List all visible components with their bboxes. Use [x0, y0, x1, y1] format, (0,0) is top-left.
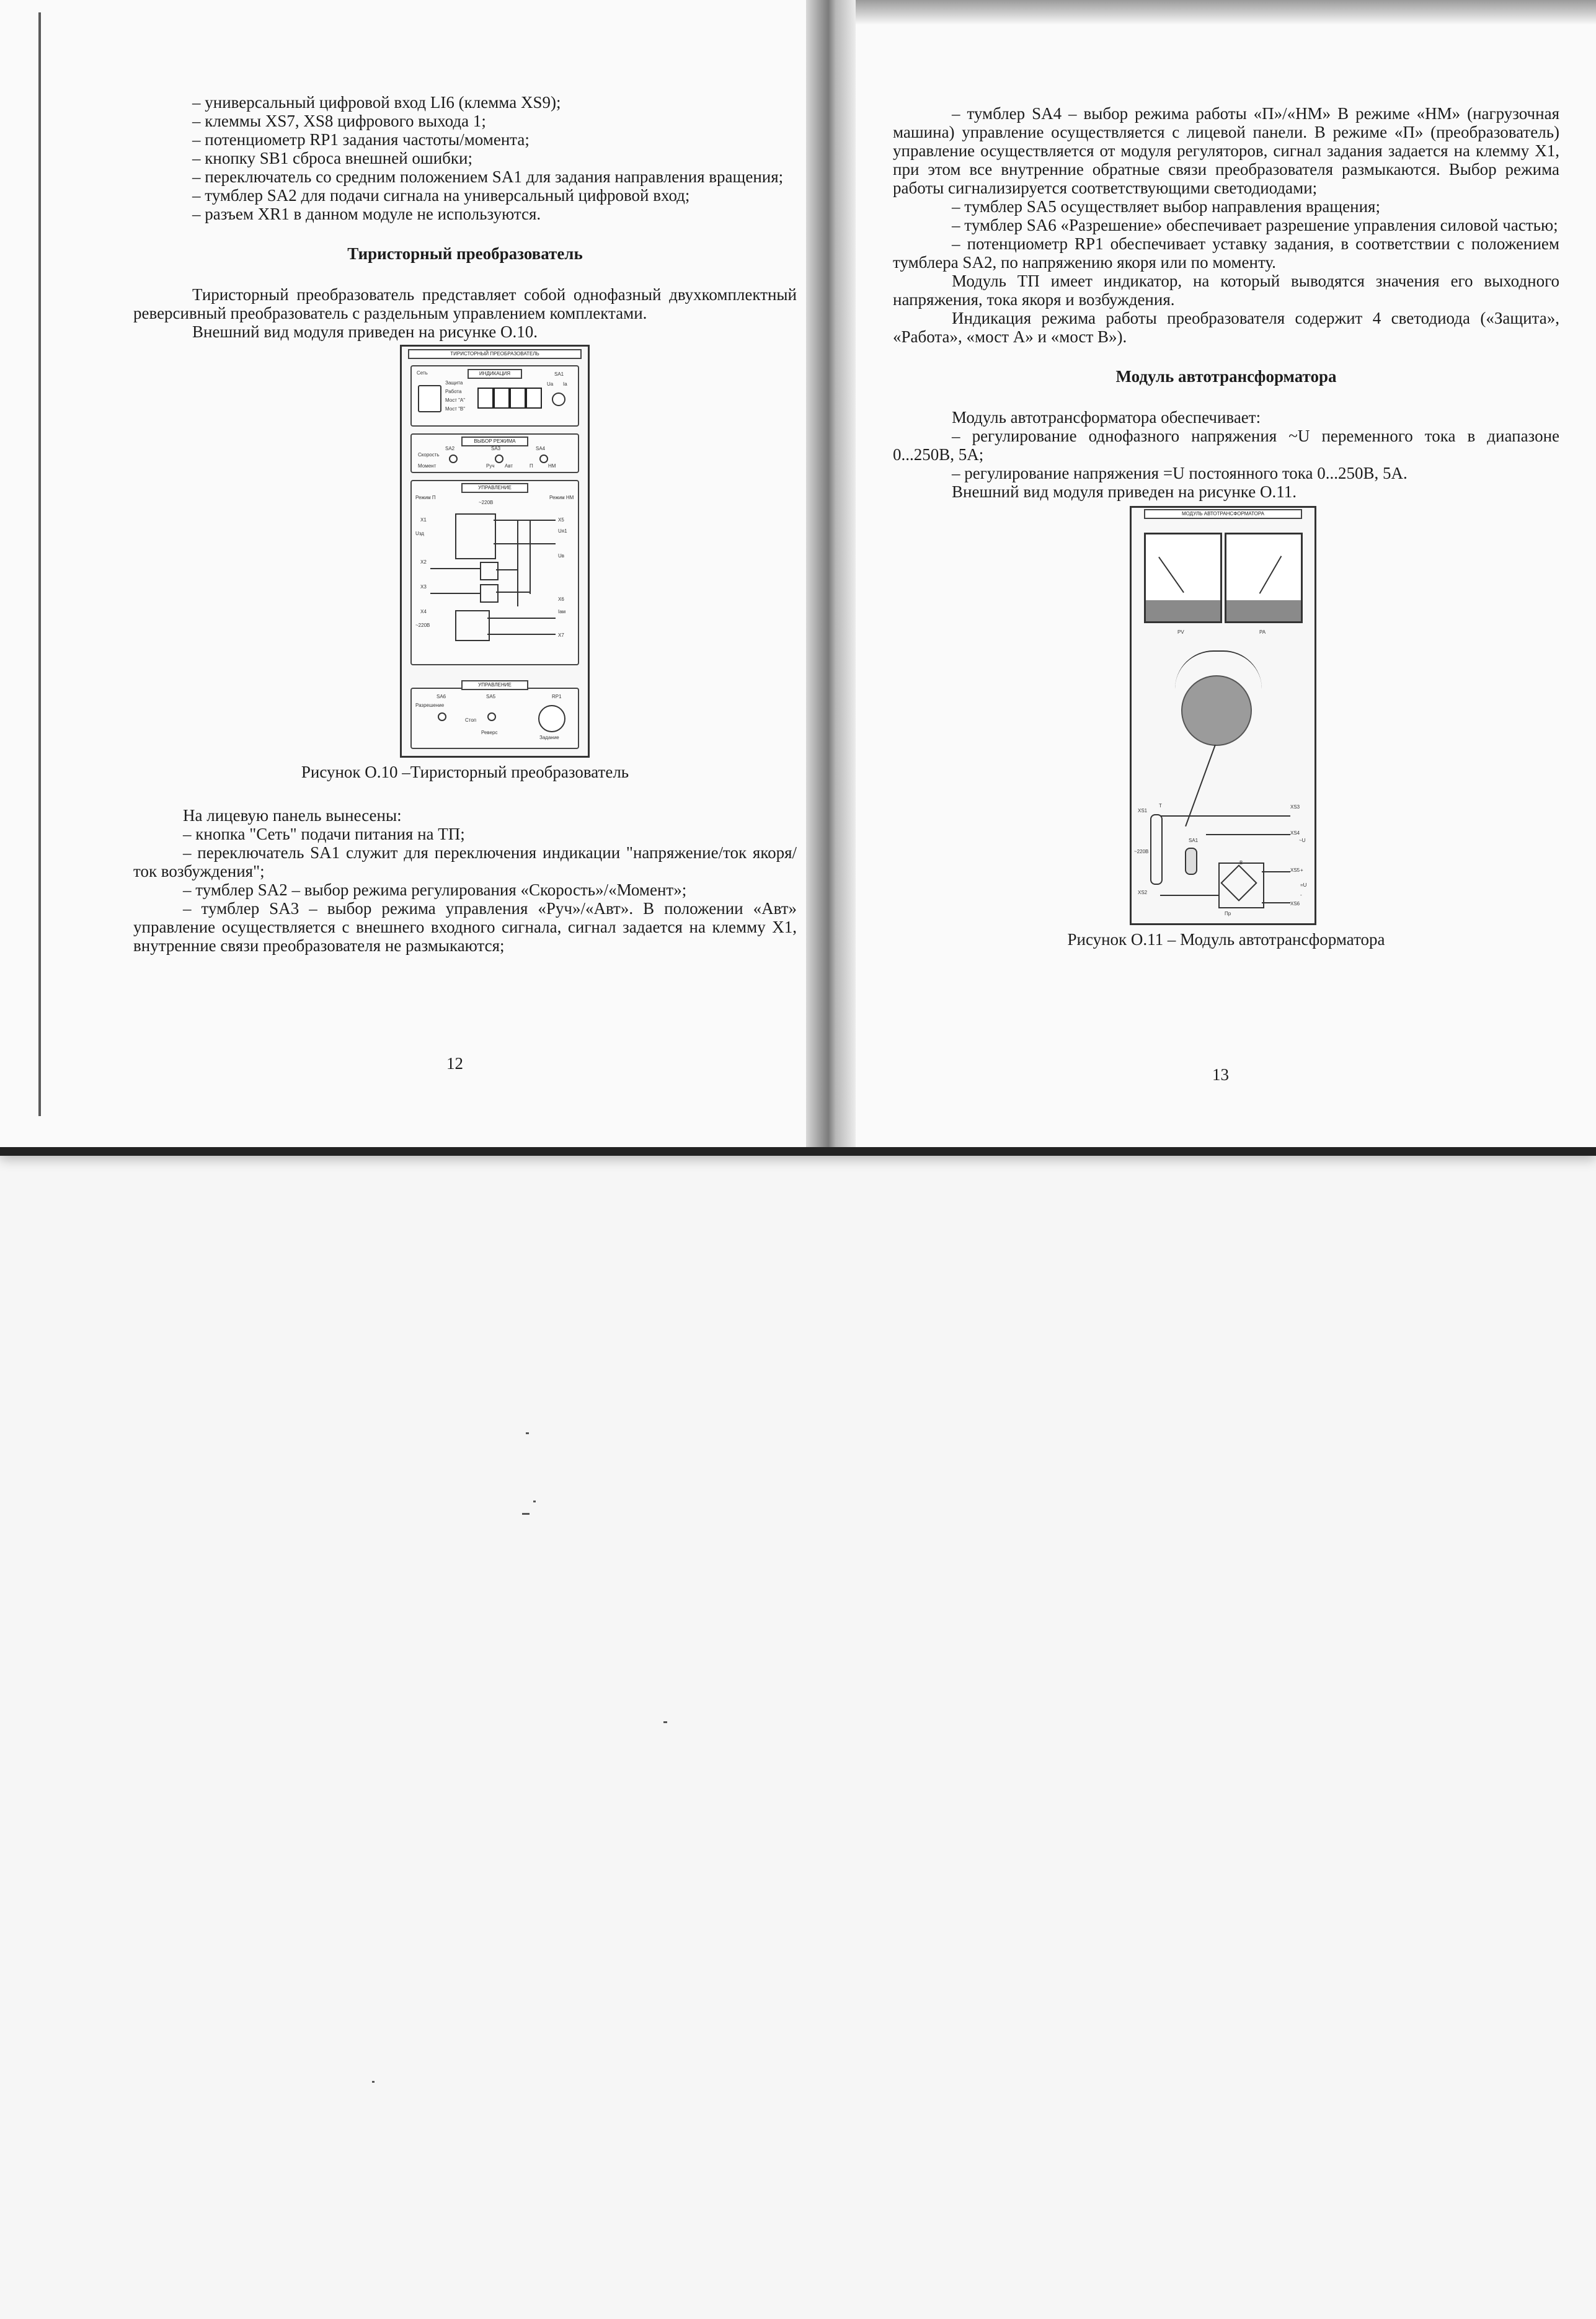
- lam-label: Iам: [558, 609, 566, 614]
- manual-label: Руч: [486, 463, 495, 469]
- sa1-label: SA1: [554, 371, 564, 377]
- paragraph: Тиристорный преобразователь представляет собой однофазный двухкомплектный реверсивный преобразователь с раздельным управлением комплектами.: [133, 285, 797, 322]
- led-label: Работа: [445, 389, 462, 394]
- auto-label: Авт: [505, 463, 513, 469]
- thyristor-bridge-icon: [455, 513, 496, 559]
- indication-label: ИНДИКАЦИЯ: [468, 369, 522, 379]
- supply-label: ~220В: [415, 623, 430, 628]
- sa3-label: SA3: [491, 446, 501, 451]
- regulator-icon: [480, 584, 499, 603]
- section-heading: Модуль автотрансформатора: [1115, 367, 1337, 386]
- speed-label: Скорость: [418, 452, 440, 458]
- paragraph: – потенциометр RP1 обеспечивает уставку задания, в соответствии с положением тумблера SA2, по напряжению якоря или по моменту.: [893, 234, 1559, 272]
- thermometer-icon: [1185, 848, 1197, 875]
- moment-label: Момент: [418, 463, 437, 469]
- mode-label: ВЫБОР РЕЖИМА: [461, 437, 528, 446]
- sa1-switch-icon: [552, 392, 565, 406]
- p-label: П: [530, 463, 533, 469]
- pr-label: Пр: [1225, 911, 1231, 916]
- sa4-label: SA4: [536, 446, 546, 451]
- set-label: Сеть: [417, 370, 428, 376]
- scan-speck: [372, 2081, 375, 2083]
- display-digit: [477, 388, 494, 409]
- autotransformer-knob: [1181, 675, 1252, 746]
- page-number: 12: [446, 1054, 463, 1073]
- list-item: – кнопка "Сеть" подачи питания на ТП;: [183, 825, 465, 843]
- rp1-label: RP1: [552, 694, 562, 699]
- power-button: [418, 385, 441, 412]
- book-gutter: [806, 0, 856, 1147]
- ua-label: Ua: [547, 381, 554, 387]
- page-shadow: [856, 0, 1596, 25]
- xs5-label: XS5: [1290, 867, 1300, 873]
- xs3-label: XS3: [1290, 804, 1300, 810]
- paragraph: Модуль ТП имеет индикатор, на который выводятся значения его выходного напряжения, тока якоря и возбуждения.: [893, 272, 1559, 309]
- list-intro: На лицевую панель вынесены:: [183, 806, 402, 825]
- display-digit: [510, 388, 526, 409]
- stop-label: Стоп: [465, 717, 477, 723]
- toggle-icon: [487, 712, 496, 721]
- panel-title: МОДУЛЬ АВТОТРАНСФОРМАТОРА: [1144, 509, 1302, 519]
- list-item: – тумблер SA2 для подачи сигнала на универсальный цифровой вход;: [192, 186, 690, 205]
- control-label: УПРАВЛЕНИЕ: [461, 483, 528, 493]
- left-page: [133, 93, 797, 955]
- ammeter-icon: [1225, 533, 1303, 623]
- drive-block: [410, 682, 579, 749]
- book-spread: [0, 0, 1596, 1156]
- dc-u-label: =U: [1300, 882, 1307, 888]
- paragraph: – тумблер SA6 «Разрешение» обеспечивает разрешение управления силовой частью;: [952, 216, 1558, 234]
- list-item: – кнопку SB1 сброса внешней ошибки;: [192, 149, 472, 167]
- rectifier-icon: [455, 610, 490, 641]
- paragraph: Индикация режима работы преобразователя содержит 4 светодиода («Защита», «Работа», «мост А» и «мост В»).: [893, 309, 1559, 346]
- page-number: 13: [1212, 1065, 1229, 1084]
- x2-label: X2: [420, 559, 427, 565]
- paragraph: Внешний вид модуля приведен на рисунке О.10.: [192, 322, 538, 341]
- x4-label: X4: [420, 609, 427, 614]
- sa1-label: SA1: [1189, 838, 1199, 843]
- xs6-label: XS6: [1290, 901, 1300, 907]
- page-edge: [38, 12, 41, 1116]
- list-item: – клеммы XS7, XS8 цифрового выхода 1;: [192, 112, 486, 130]
- scan-speck: [533, 1501, 536, 1502]
- vu-label: ~U: [1299, 838, 1306, 843]
- led-label: Мост "B": [445, 406, 466, 412]
- paragraph: – тумблер SA4 – выбор режима работы «П»/«НМ» В режиме «НМ» (нагрузочная машина) управление осуществляется с лицевой панели. В режиме «П» (преобразователь) управление осуществляется от модуля регуляторов, сигнал задания задается на клемму X1, при этом все внутренние обратные связи преобразователя размыкаются. Выбор режима работы сигнализируется соответствующими светодиодами;: [893, 104, 1559, 197]
- toggle-icon: [449, 454, 458, 463]
- pv-label: PV: [1177, 629, 1184, 635]
- indication-block: [410, 365, 579, 427]
- t-label: T: [1159, 803, 1162, 809]
- xs2-label: XS2: [1138, 890, 1148, 895]
- list-item: – переключатель со средним положением SA1 для задания направления вращения;: [192, 167, 784, 186]
- reverse-label: Реверс: [481, 730, 498, 735]
- control-block: [410, 480, 579, 665]
- x6-label: X6: [558, 596, 564, 602]
- list-item: – универсальный цифровой вход LI6 (клемма XS9);: [192, 93, 561, 112]
- sa2-label: SA2: [445, 446, 455, 451]
- sa5-label: SA5: [486, 694, 496, 699]
- figure-caption: Рисунок О.11 – Модуль автотрансформатора: [1067, 930, 1385, 949]
- mode-block: [410, 433, 579, 473]
- la-label: Ia: [563, 381, 567, 387]
- figure-caption: Рисунок О.10 –Тиристорный преобразователь: [301, 763, 629, 781]
- scan-speck: [663, 1721, 667, 1723]
- figure-thyristor-converter: [400, 345, 590, 758]
- uv-label: Uв: [558, 553, 565, 559]
- sa6-label: SA6: [437, 694, 446, 699]
- voltmeter-icon: [1144, 533, 1222, 623]
- list-item: – тумблер SA2 – выбор режима регулирования «Скорость»/«Момент»;: [183, 880, 687, 899]
- paragraph: – тумблер SA5 осуществляет выбор направления вращения;: [952, 197, 1380, 216]
- nm-label: НМ: [548, 463, 556, 469]
- list-item: – разъем XR1 в данном модуле не используются.: [192, 205, 541, 223]
- figure-autotransformer-module: [1130, 506, 1316, 925]
- supply-label: ~220В: [1134, 849, 1149, 854]
- regulator-icon: [480, 562, 499, 580]
- led-label: Мост "A": [445, 397, 466, 403]
- paragraph: Внешний вид модуля приведен на рисунке О.11.: [952, 482, 1297, 501]
- uzd-label: Uзд: [415, 531, 424, 536]
- led-label: Защита: [445, 380, 463, 386]
- list-item: – тумблер SA3 – выбор режима управления «Руч»/«Авт». В положении «Авт» управление осуществляется с внешнего входного сигнала, сигнал задается на клемму X1, внутренние связи преобразователя не размыкаются;: [133, 899, 797, 955]
- section-heading: Тиристорный преобразователь: [347, 244, 583, 263]
- right-page: [893, 104, 1559, 949]
- mode-nm-label: Режим НМ: [549, 495, 574, 500]
- list-item: – регулирование однофазного напряжения ~U переменного тока в диапазоне 0...250В, 5А;: [893, 427, 1559, 464]
- x3-label: X3: [420, 584, 427, 590]
- display-digit: [526, 388, 542, 409]
- control-label: УПРАВЛЕНИЕ: [461, 680, 528, 690]
- x7-label: X7: [558, 632, 564, 638]
- list-item: – потенциометр RP1 задания частоты/момента;: [192, 130, 530, 149]
- scan-speck: [526, 1432, 529, 1434]
- xs1-label: XS1: [1138, 808, 1148, 814]
- mode-p-label: Режим П: [415, 495, 436, 500]
- display-digit: [494, 388, 510, 409]
- x5-label: X5: [558, 517, 564, 523]
- transformer-icon: [1150, 814, 1163, 885]
- toggle-icon: [539, 454, 548, 463]
- b-label: B: [1239, 860, 1243, 866]
- scan-speck: [522, 1513, 530, 1515]
- uy1-label: Uя1: [558, 528, 567, 534]
- list-item: – переключатель SA1 служит для переключения индикации "напряжение/ток якоря/ток возбуждения";: [133, 843, 797, 880]
- toggle-icon: [495, 454, 503, 463]
- minus-label: -: [1300, 892, 1302, 898]
- panel-title: ТИРИСТОРНЫЙ ПРЕОБРАЗОВАТЕЛЬ: [408, 349, 582, 359]
- supply-label: ~220В: [479, 500, 494, 505]
- plus-label: +: [1300, 867, 1303, 873]
- toggle-icon: [438, 712, 446, 721]
- pa-label: PA: [1259, 629, 1266, 635]
- potentiometer-icon: [538, 705, 565, 732]
- resolution-label: Разрешение: [415, 703, 445, 708]
- xs4-label: XS4: [1290, 830, 1300, 836]
- task-label: Задание: [539, 735, 559, 740]
- list-item: – регулирование напряжения =U постоянного тока 0...250В, 5А.: [952, 464, 1408, 482]
- x1-label: X1: [420, 517, 427, 523]
- paragraph: Модуль автотрансформатора обеспечивает:: [952, 408, 1261, 427]
